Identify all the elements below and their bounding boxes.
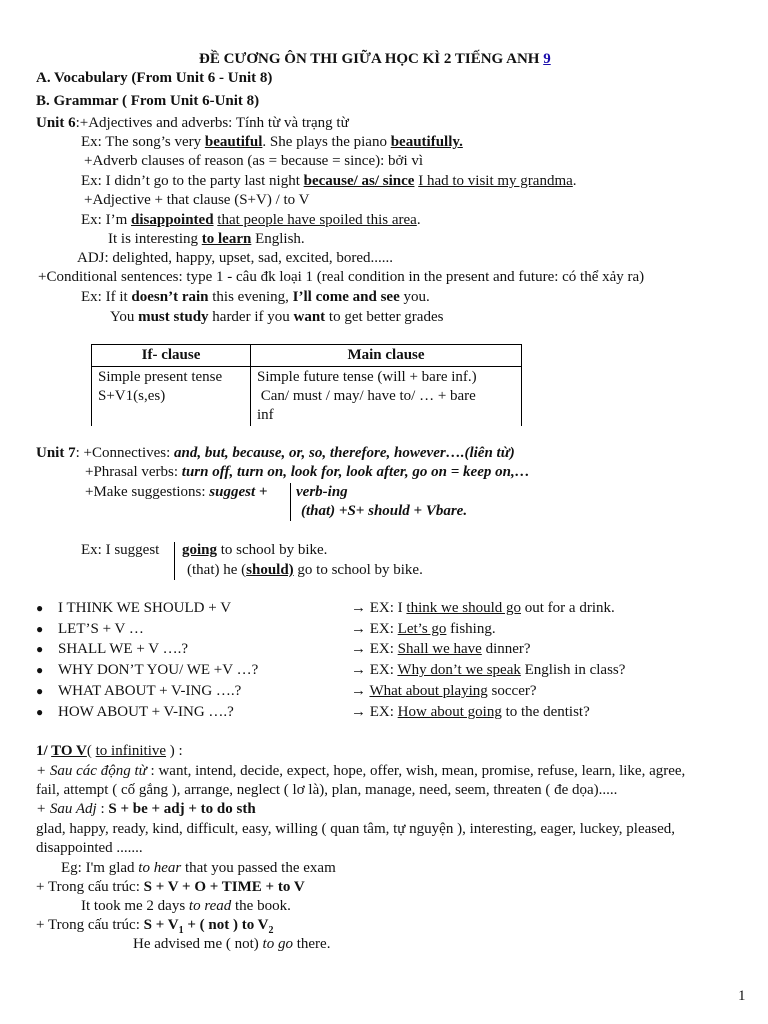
- underlined: What about playing: [369, 683, 488, 699]
- bullet-left: SHALL WE + V ….?: [58, 641, 188, 657]
- text: .: [572, 173, 577, 189]
- text: →: [351, 683, 370, 699]
- document-title: [199, 50, 551, 69]
- underlined: Shall we have: [397, 641, 482, 657]
- bold: I’ll come and see: [292, 289, 400, 305]
- subscript: 1: [178, 925, 184, 936]
- text: ) :: [166, 743, 183, 759]
- unit7-example-a: [81, 541, 159, 560]
- bullet-left: LET’S + V …: [58, 621, 144, 637]
- unit7-example-b: [182, 541, 327, 560]
- text: Eg: I'm glad: [61, 860, 139, 876]
- bullet-icon: ●: [36, 705, 44, 719]
- bullet-example: [351, 682, 537, 701]
- cell-line: inf: [257, 407, 274, 423]
- unit6-adj-list: ADJ: delighted, happy, upset, sad, excited, bored......: [77, 250, 394, 266]
- unit6-label: Unit 6: [36, 115, 76, 131]
- bold: S + be + adj + to do sth: [108, 801, 256, 817]
- bullet-example: [351, 620, 496, 639]
- text: (: [86, 743, 96, 759]
- bullet-example: [351, 661, 625, 680]
- table-row: [92, 367, 522, 427]
- italic: + Sau các động từ: [36, 763, 147, 779]
- text: : want, intend, decide, expect, hope, offer, wish, mean, promise, refuse, learn, like, agree,: [146, 763, 686, 779]
- text: → EX:: [351, 662, 398, 678]
- text: + Trong cấu trúc:: [36, 917, 144, 933]
- conditional-table: [91, 344, 522, 426]
- text: : +Connectives:: [75, 445, 175, 461]
- cell-line: Simple present tense: [98, 369, 223, 385]
- bullet-left: WHY DON’T YOU/ WE +V …?: [58, 662, 259, 678]
- bullet-left: I THINK WE SHOULD + V: [58, 600, 232, 616]
- subscript: 2: [268, 925, 274, 936]
- unit7-example-c: [187, 561, 423, 580]
- underlined: How about going: [397, 704, 502, 720]
- text: .: [416, 212, 421, 228]
- bullet-left: HOW ABOUT + V-ING ….?: [58, 704, 234, 720]
- bullet-icon: ●: [36, 684, 44, 698]
- text: you.: [399, 289, 430, 305]
- underlined: to infinitive: [95, 743, 167, 759]
- table-header-main: Main clause: [251, 345, 522, 367]
- text: 1/: [36, 743, 52, 759]
- text: Ex: The song’s very: [81, 134, 205, 150]
- unit6-example5: [81, 288, 430, 307]
- table-cell-main: [251, 367, 522, 427]
- suggest-verb-ing: verb-ing: [296, 484, 348, 500]
- bold: S + V: [143, 917, 179, 933]
- text: soccer?: [487, 683, 537, 699]
- unit6-line3: +Adjective + that clause (S+V) / to V: [84, 192, 310, 208]
- title-link[interactable]: 9: [543, 51, 551, 67]
- text: Ex: I’m: [81, 212, 131, 228]
- text: fishing.: [446, 621, 496, 637]
- section-a-heading: A. Vocabulary (From Unit 6 - Unit 8): [36, 70, 273, 86]
- unit7-phrasal: [85, 463, 530, 482]
- unit6-heading: [36, 114, 349, 133]
- underlined: I had to visit my grandma: [418, 173, 573, 189]
- bracket-line: [290, 483, 291, 521]
- unit7-label: Unit 7: [36, 445, 76, 461]
- table-header-if: If- clause: [92, 345, 251, 367]
- to-v-example3: [133, 935, 330, 954]
- text: to school by bike.: [217, 542, 328, 558]
- text: +Make suggestions:: [85, 484, 210, 500]
- to-v-verbs-line1: [36, 762, 685, 781]
- bullet-example: [351, 703, 590, 722]
- text: English.: [251, 231, 305, 247]
- section-b-heading: B. Grammar ( From Unit 6-Unit 8): [36, 93, 260, 109]
- to-v-adj-heading: [36, 800, 256, 819]
- italic: + Sau Adj: [36, 801, 97, 817]
- underlined: that people have spoiled this area: [217, 212, 417, 228]
- text: out for a drink.: [521, 600, 615, 616]
- suggest-should: (that) +S+ should + Vbare.: [301, 503, 468, 519]
- emph: because/ as/ since: [303, 173, 415, 189]
- bold: want: [293, 309, 326, 325]
- text: → EX:: [351, 641, 398, 657]
- table-header-row: [92, 345, 522, 367]
- text: → EX:: [351, 621, 398, 637]
- unit7-suggestions: [85, 483, 267, 502]
- italic: to read: [188, 898, 232, 914]
- bullet-left: WHAT ABOUT + V-ING ….?: [58, 683, 242, 699]
- underlined: think we should go: [406, 600, 522, 616]
- text: :: [96, 801, 109, 817]
- to-v-structure1: [36, 878, 305, 897]
- italic: to hear: [138, 860, 182, 876]
- unit7-heading: [36, 444, 515, 463]
- unit6-line1: :+Adjectives and adverbs: Tính từ và trạng từ: [75, 115, 349, 131]
- title-text: ĐỀ CƯƠNG ÔN THI GIỮA HỌC KÌ 2 TIẾNG ANH: [199, 51, 544, 67]
- bracket-line: [174, 542, 175, 580]
- bold: doesn’t rain: [131, 289, 209, 305]
- emph: to learn: [201, 231, 252, 247]
- text: there.: [292, 936, 331, 952]
- bold: must study: [138, 309, 209, 325]
- emph: and, but, because, or, so, therefore, however….(liên từ): [174, 445, 515, 461]
- text: that you passed the exam: [181, 860, 336, 876]
- text: Ex: I didn’t go to the party last night: [81, 173, 304, 189]
- emph: disappointed: [131, 212, 214, 228]
- page-number: 1: [738, 988, 746, 1004]
- text: dinner?: [481, 641, 531, 657]
- bullet-icon: ●: [36, 642, 44, 656]
- unit6-line2: +Adverb clauses of reason (as = because = since): bởi vì: [84, 153, 424, 169]
- text: +Phrasal verbs:: [85, 464, 182, 480]
- text: Ex: If it: [81, 289, 132, 305]
- text: You: [110, 309, 139, 325]
- text: this evening,: [208, 289, 293, 305]
- text: He advised me ( not): [133, 936, 263, 952]
- bold: + ( not ) to V: [183, 917, 269, 933]
- underlined: Let’s go: [397, 621, 447, 637]
- bullet-icon: ●: [36, 601, 44, 615]
- unit6-example3: [81, 211, 421, 230]
- text: . She plays the piano: [262, 134, 391, 150]
- emph: beautiful: [204, 134, 263, 150]
- to-v-example1: [61, 859, 336, 878]
- emph: suggest +: [209, 484, 268, 500]
- to-v-verbs-line2: fail, attempt ( cố gắng ), arrange, neglect ( lơ là), plan, manage, need, seem, threaten ( đe dọa).....: [36, 782, 618, 798]
- emph: beautifully.: [390, 134, 463, 150]
- emph: going: [182, 542, 218, 558]
- text: to the dentist?: [501, 704, 590, 720]
- cell-line: Simple future tense (will + bare inf.): [257, 369, 477, 385]
- text: to get better grades: [325, 309, 444, 325]
- cell-line: S+V1(s,es): [98, 388, 166, 404]
- underlined: Why don’t we speak: [397, 662, 521, 678]
- text: the book.: [231, 898, 291, 914]
- unit6-conditional: +Conditional sentences: type 1 - câu đk loại 1 (real condition in the present and future: có thể xảy ra): [38, 269, 645, 285]
- text: Ex: I suggest: [81, 542, 160, 558]
- emph: should): [246, 562, 294, 578]
- underlined: TO V: [51, 743, 87, 759]
- text: English in class?: [520, 662, 626, 678]
- to-v-adj-line2: glad, happy, ready, kind, difficult, easy, willing ( quan tâm, tự nguyện ), interesting, eager, luckey, pleased,: [36, 821, 676, 837]
- unit6-example4: [108, 230, 305, 249]
- to-v-example2: [81, 897, 291, 916]
- text: It is interesting: [108, 231, 202, 247]
- bold: S + V + O + TIME + to V: [143, 879, 305, 895]
- unit6-example6: [110, 308, 443, 327]
- cell-line: Can/ must / may/ have to/ … + bare: [257, 388, 476, 404]
- bullet-example: [351, 599, 615, 618]
- text: (that) he (: [187, 562, 247, 578]
- text: go to school by bike.: [293, 562, 423, 578]
- text: → EX:: [351, 704, 398, 720]
- cell-line: [98, 406, 244, 425]
- italic: to go: [262, 936, 293, 952]
- text: + Trong cấu trúc:: [36, 879, 144, 895]
- table-cell-if: [92, 367, 251, 427]
- to-v-adj-line3: disappointed .......: [36, 840, 143, 856]
- text: It took me 2 days: [81, 898, 189, 914]
- to-v-heading: [36, 742, 183, 761]
- unit6-example1: [81, 133, 463, 152]
- text: → EX: I: [351, 600, 407, 616]
- bullet-example: [351, 640, 531, 659]
- text: harder if you: [208, 309, 294, 325]
- bullet-icon: ●: [36, 622, 44, 636]
- unit6-example2: [81, 172, 577, 191]
- emph: turn off, turn on, look for, look after, go on = keep on,…: [181, 464, 530, 480]
- bullet-icon: ●: [36, 663, 44, 677]
